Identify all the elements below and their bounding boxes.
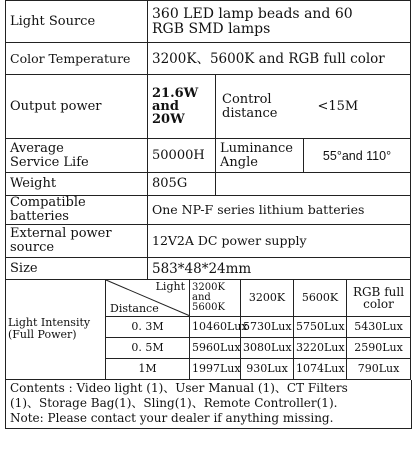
lux-cell: 2590Lux <box>347 337 411 358</box>
distance-cell: 0. 5M <box>106 337 190 358</box>
contents-line-1: Contents : Video light (1)、User Manual (1)、CT Filters <box>10 380 348 395</box>
distance-cell: 1M <box>106 358 190 379</box>
corner-light-label: Light <box>155 280 185 293</box>
external-power-value: 12V2A DC power supply <box>148 225 411 258</box>
output-power-label: Output power <box>6 75 148 139</box>
light-intensity-table <box>5 280 411 380</box>
control-distance-label: Control distance <box>216 75 304 139</box>
weight-label: Weight <box>6 173 148 196</box>
row-service-life <box>6 139 411 173</box>
lux-cell: 3080Lux <box>241 337 294 358</box>
spec-table <box>5 0 411 280</box>
lux-cell: 10460Lux <box>190 316 241 337</box>
lux-cell: 1074Lux <box>294 358 347 379</box>
lux-cell: 790Lux <box>347 358 411 379</box>
size-label: Size <box>6 258 148 280</box>
lux-cell: 5750Lux <box>294 316 347 337</box>
header-3200-5600: 3200K and 5600K <box>190 280 241 316</box>
luminance-angle-label: Luminance Angle <box>216 139 304 173</box>
contents-line-3: Note: Please contact your dealer if anything missing. <box>10 410 334 425</box>
light-intensity-label: Light Intensity (Full Power) <box>6 280 106 379</box>
spec-sheet <box>5 0 410 429</box>
lux-cell: 1997Lux <box>190 358 241 379</box>
external-power-label: External power source <box>6 225 148 258</box>
light-source-value: 360 LED lamp beads and 60 RGB SMD lamps <box>148 1 411 43</box>
header-5600: 5600K <box>294 280 347 316</box>
light-header-row <box>6 280 411 316</box>
header-rgb: RGB full color <box>347 280 411 316</box>
row-color-temp <box>6 43 411 75</box>
service-life-label: Average Service Life <box>6 139 148 173</box>
control-distance-value: <15M <box>304 75 411 139</box>
header-3200: 3200K <box>241 280 294 316</box>
weight-empty <box>216 173 411 196</box>
size-value: 583*48*24mm <box>148 258 411 280</box>
row-light-source <box>6 1 411 43</box>
lux-cell: 3220Lux <box>294 337 347 358</box>
luminance-angle-value: 55°and 110° <box>304 139 411 173</box>
weight-value: 805G <box>148 173 216 196</box>
contents-note <box>5 380 412 429</box>
lux-cell: 930Lux <box>241 358 294 379</box>
batteries-label: Compatible batteries <box>6 196 148 225</box>
row-output-power <box>6 75 411 139</box>
row-weight <box>6 173 411 196</box>
color-temp-label: Color Temperature <box>6 43 148 75</box>
lux-cell: 5960Lux <box>190 337 241 358</box>
lux-cell: 5430Lux <box>347 316 411 337</box>
corner-cell <box>106 280 190 316</box>
corner-distance-label: Distance <box>110 301 159 315</box>
lux-cell: 5730Lux <box>241 316 294 337</box>
light-source-label: Light Source <box>6 1 148 43</box>
color-temp-value: 3200K、5600K and RGB full color <box>148 43 411 75</box>
distance-cell: 0. 3M <box>106 316 190 337</box>
contents-line-2: (1)、Storage Bag(1)、Sling(1)、Remote Controller(1). <box>10 395 338 410</box>
row-size <box>6 258 411 280</box>
batteries-value: One NP-F series lithium batteries <box>148 196 411 225</box>
output-power-value: 21.6W and 20W <box>148 75 216 139</box>
row-batteries <box>6 196 411 225</box>
service-life-value: 50000H <box>148 139 216 173</box>
row-external-power <box>6 225 411 258</box>
